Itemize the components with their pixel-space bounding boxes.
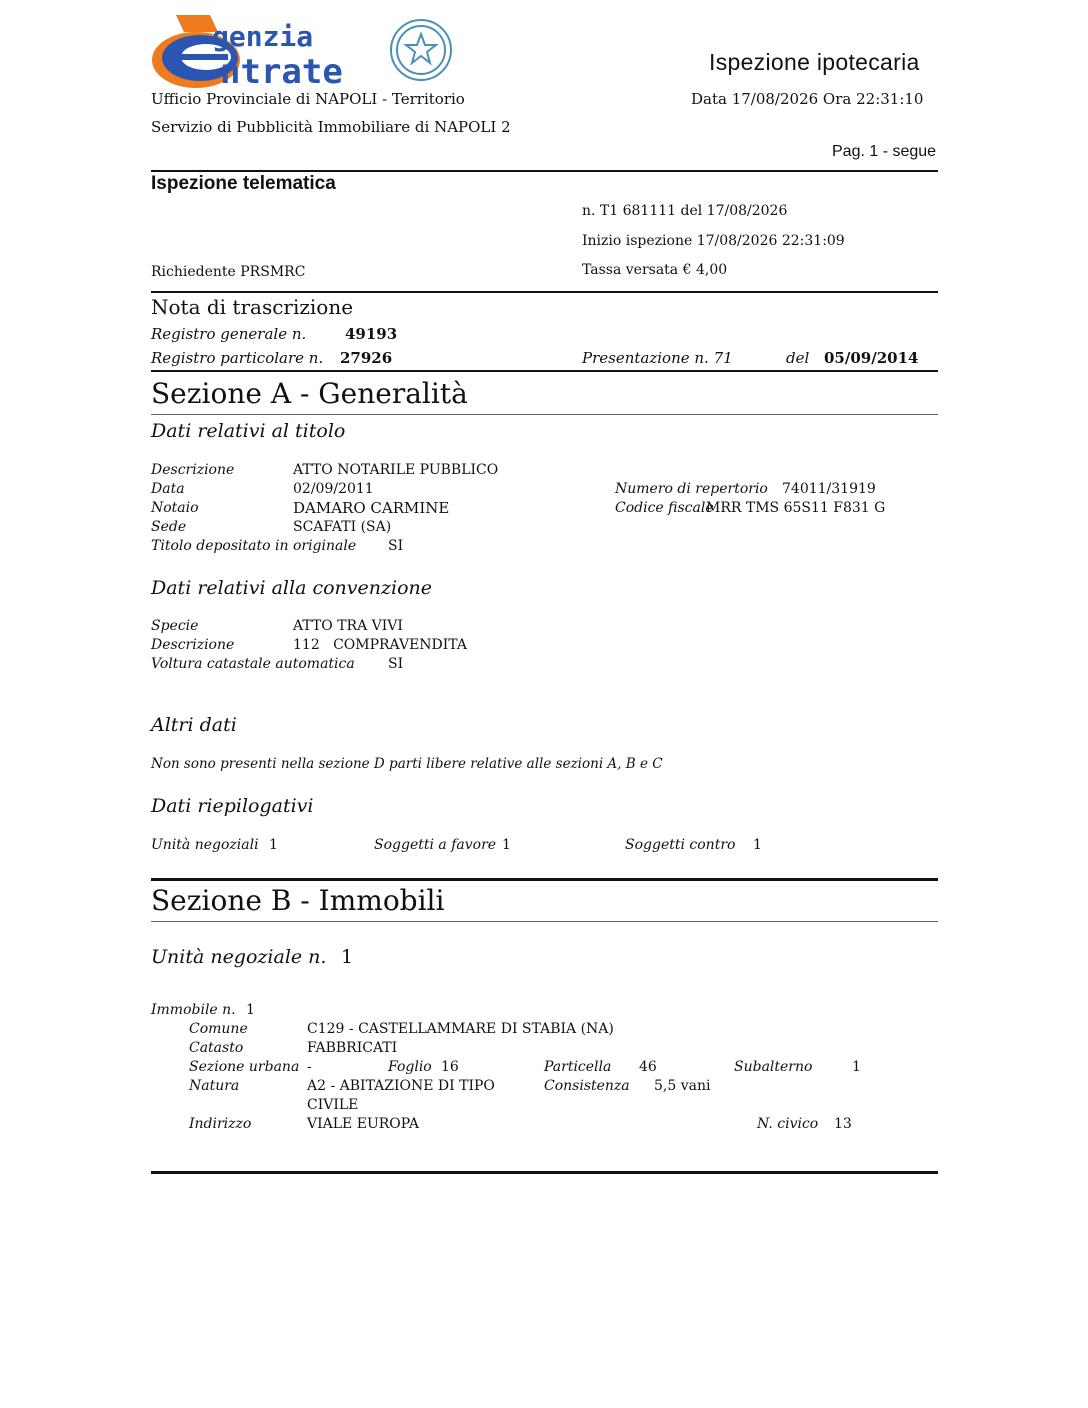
catasto-label: Catasto <box>189 1040 244 1056</box>
conv-descr-label: Descrizione <box>151 637 235 653</box>
consistenza-value: 5,5 vani <box>654 1078 711 1094</box>
foglio-value: 16 <box>441 1059 459 1075</box>
indirizzo-label: Indirizzo <box>189 1116 252 1132</box>
unita-label: Unità negoziali <box>151 837 259 853</box>
page-indicator: Pag. 1 - segue <box>832 143 937 160</box>
divider <box>151 414 938 415</box>
foglio-label: Foglio <box>388 1059 432 1075</box>
data-label: Data <box>151 481 185 497</box>
contro-label: Soggetti contro <box>625 837 736 853</box>
civico-value: 13 <box>834 1116 852 1132</box>
notaio-label: Notaio <box>151 500 199 516</box>
unita-value: 1 <box>269 837 278 853</box>
unita-neg-value: 1 <box>341 946 354 968</box>
conv-descr-value: 112 COMPRAVENDITA <box>293 637 467 653</box>
titolo-dep-value: SI <box>388 538 404 554</box>
natura-value-line2: CIVILE <box>307 1097 359 1113</box>
contro-value: 1 <box>753 837 762 853</box>
reg-part-value: 27926 <box>340 349 393 367</box>
titolo-dep-label: Titolo depositato in originale <box>151 538 357 554</box>
civico-label: N. civico <box>757 1116 819 1132</box>
favore-label: Soggetti a favore <box>374 837 497 853</box>
particella-value: 46 <box>639 1059 657 1075</box>
consistenza-label: Consistenza <box>544 1078 630 1094</box>
del-value: 05/09/2014 <box>824 349 919 367</box>
reg-gen-label: Registro generale n. <box>151 325 307 343</box>
catasto-value: FABBRICATI <box>307 1040 398 1056</box>
agency-logo <box>148 10 458 90</box>
notaio-value: DAMARO CARMINE <box>293 499 450 517</box>
sede-label: Sede <box>151 519 187 535</box>
specie-label: Specie <box>151 618 199 634</box>
indirizzo-value: VIALE EUROPA <box>307 1116 419 1132</box>
divider <box>151 921 938 922</box>
print-datetime: Data 17/08/2026 Ora 22:31:10 <box>691 90 924 108</box>
comune-value: C129 - CASTELLAMMARE DI STABIA (NA) <box>307 1021 614 1037</box>
particella-label: Particella <box>544 1059 612 1075</box>
specie-value: ATTO TRA VIVI <box>293 618 403 634</box>
altri-heading: Altri dati <box>151 714 237 736</box>
sez-urb-value: - <box>307 1059 312 1075</box>
favore-value: 1 <box>502 837 511 853</box>
immobile-label: Immobile n. <box>151 1002 236 1018</box>
divider <box>151 878 938 881</box>
section-b-heading: Sezione B - Immobili <box>151 884 445 917</box>
presentazione: Presentazione n. 71 <box>582 349 733 367</box>
voltura-value: SI <box>388 656 404 672</box>
cf-label: Codice fiscale <box>615 500 714 516</box>
convenzione-heading: Dati relativi alla convenzione <box>151 577 432 599</box>
divider <box>151 291 938 293</box>
inspection-start: Inizio ispezione 17/08/2026 22:31:09 <box>582 233 845 249</box>
requester: Richiedente PRSMRC <box>151 264 306 280</box>
nota-heading: Nota di trascrizione <box>151 295 354 319</box>
repertorio-value: 74011/31919 <box>782 481 876 497</box>
inspection-heading: Ispezione telematica <box>151 173 336 194</box>
service-line: Servizio di Pubblicità Immobiliare di NAPOLI 2 <box>151 118 511 136</box>
logo-line1: genzia <box>212 20 314 53</box>
natura-value-line1: A2 - ABITAZIONE DI TIPO <box>307 1078 495 1094</box>
fee-paid: Tassa versata € 4,00 <box>582 262 728 278</box>
inspection-number: n. T1 681111 del 17/08/2026 <box>582 203 788 219</box>
document-title: Ispezione ipotecaria <box>709 49 920 75</box>
subalterno-value: 1 <box>852 1059 861 1075</box>
voltura-label: Voltura catastale automatica <box>151 656 355 672</box>
subalterno-label: Subalterno <box>734 1059 813 1075</box>
data-value: 02/09/2011 <box>293 481 374 497</box>
repertorio-label: Numero di repertorio <box>615 481 768 497</box>
natura-label: Natura <box>189 1078 240 1094</box>
immobile-value: 1 <box>246 1002 255 1018</box>
riepilogo-heading: Dati riepilogativi <box>151 795 314 817</box>
comune-label: Comune <box>189 1021 248 1037</box>
descrizione-label: Descrizione <box>151 462 235 478</box>
logo-line2: ntrate <box>220 52 343 92</box>
titolo-heading: Dati relativi al titolo <box>151 420 346 442</box>
office-line: Ufficio Provinciale di NAPOLI - Territorio <box>151 90 465 108</box>
unita-neg-label: Unità negoziale n. <box>151 946 327 968</box>
divider <box>151 1171 938 1174</box>
cf-value: MRR TMS 65S11 F831 G <box>706 500 886 516</box>
sez-urb-label: Sezione urbana <box>189 1059 300 1075</box>
descrizione-value: ATTO NOTARILE PUBBLICO <box>293 462 499 478</box>
sede-value: SCAFATI (SA) <box>293 519 392 535</box>
reg-part-label: Registro particolare n. <box>151 349 324 367</box>
del-label: del <box>786 349 810 367</box>
section-a-heading: Sezione A - Generalità <box>151 377 468 410</box>
divider <box>151 370 938 372</box>
altri-text: Non sono presenti nella sezione D parti libere relative alle sezioni A, B e C <box>151 756 663 772</box>
reg-gen-value: 49193 <box>345 325 398 343</box>
divider <box>151 170 938 172</box>
